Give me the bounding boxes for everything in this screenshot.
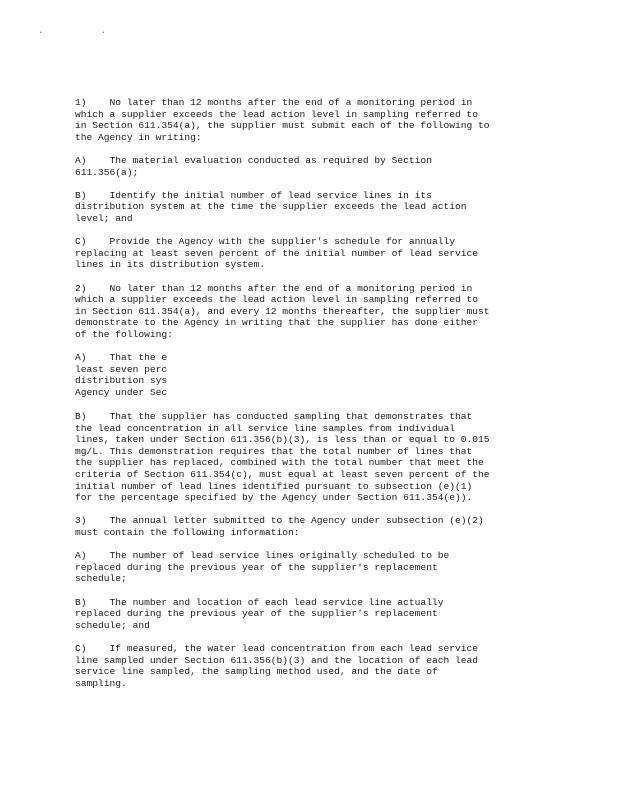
- line: for the percentage specified by the Agency under Section 611.354(e)).: [75, 492, 473, 504]
- line: initial number of lead lines identified pursuant to subsection (e)(1): [75, 480, 473, 492]
- line: lines, taken under Section 611.356(b)(3), is less than or equal to 0.015: [75, 434, 490, 446]
- line: schedule;: [75, 573, 127, 585]
- line: Agency under Sec: [75, 386, 168, 398]
- line: C) Provide the Agency with the supplier's schedule for annually: [75, 236, 455, 248]
- paragraph-3b: [75, 597, 545, 632]
- line: 3) The annual letter submitted to the Agency under subsection (e)(2): [75, 515, 484, 527]
- line: least seven perc: [75, 363, 168, 375]
- line: A) The number of lead service lines originally scheduled to be: [75, 550, 450, 562]
- line: B) The number and location of each lead service line actually: [75, 596, 444, 608]
- line: distribution sys: [75, 375, 168, 387]
- line: 2) No later than 12 months after the end of a monitoring period in: [75, 282, 473, 294]
- line: the Agency in writing:: [75, 131, 202, 143]
- paragraph-1a: [75, 155, 545, 178]
- paragraph-1b: [75, 190, 545, 225]
- line: level; and: [75, 212, 133, 224]
- line: A) The material evaluation conducted as required by Section: [75, 154, 432, 166]
- line: criteria of Section 611.354(c), must equal at least seven percent of the: [75, 469, 490, 480]
- line: service line sampled, the sampling method used, and the date of: [75, 666, 438, 678]
- line: 1) No later than 12 months after the end of a monitoring period in: [75, 97, 473, 108]
- line: distribution system at the time the supplier exceeds the lead action: [75, 201, 467, 213]
- paragraph-1c: [75, 236, 545, 271]
- paragraph-2b: [75, 411, 545, 504]
- line: 611.356(a);: [75, 166, 139, 178]
- line: in Section 611.354(a), and every 12 months thereafter, the supplier must: [75, 305, 490, 317]
- scan-specks: · ·: [38, 28, 133, 38]
- line: replaced during the previous year of the supplier's replacement: [75, 561, 438, 573]
- line: A) That the e: [75, 352, 168, 364]
- line: sampling.: [75, 677, 127, 689]
- line: in Section 611.354(a), the supplier must submit each of the following to: [75, 120, 490, 132]
- paragraph-3a: [75, 550, 545, 585]
- line: the lead concentration in all service line samples from individual: [75, 422, 455, 434]
- paragraph-2a: [75, 352, 545, 398]
- line: which a supplier exceeds the lead action level in sampling referred to: [75, 294, 479, 306]
- line: the supplier has replaced, combined with the total number that meet the: [75, 457, 484, 469]
- line: C) If measured, the water lead concentration from each lead service: [75, 642, 479, 654]
- document-body: [75, 97, 545, 701]
- line: mg/L. This demonstration requires that the total number of lines that: [75, 445, 473, 457]
- line: which a supplier exceeds the lead action level in sampling referred to: [75, 108, 479, 120]
- paragraph-3c: [75, 643, 545, 689]
- line: B) Identify the initial number of lead service lines in its: [75, 189, 432, 201]
- paragraph-2: [75, 283, 545, 341]
- line: schedule; and: [75, 619, 150, 631]
- line: replaced during the previous year of the supplier's replacement: [75, 608, 438, 620]
- line: replacing at least seven percent of the initial number of lead service: [75, 247, 479, 259]
- paragraph-1: [75, 97, 545, 143]
- line: lines in its distribution system.: [75, 259, 265, 271]
- paragraph-3: [75, 515, 545, 538]
- line: demonstrate to the Agency in writing that the supplier has done either: [75, 317, 479, 329]
- line: line sampled under Section 611.356(b)(3) and the location of each lead: [75, 654, 479, 666]
- line: of the following:: [75, 328, 173, 340]
- line: must contain the following information:: [75, 526, 300, 538]
- line: B) That the supplier has conducted sampling that demonstrates that: [75, 411, 473, 423]
